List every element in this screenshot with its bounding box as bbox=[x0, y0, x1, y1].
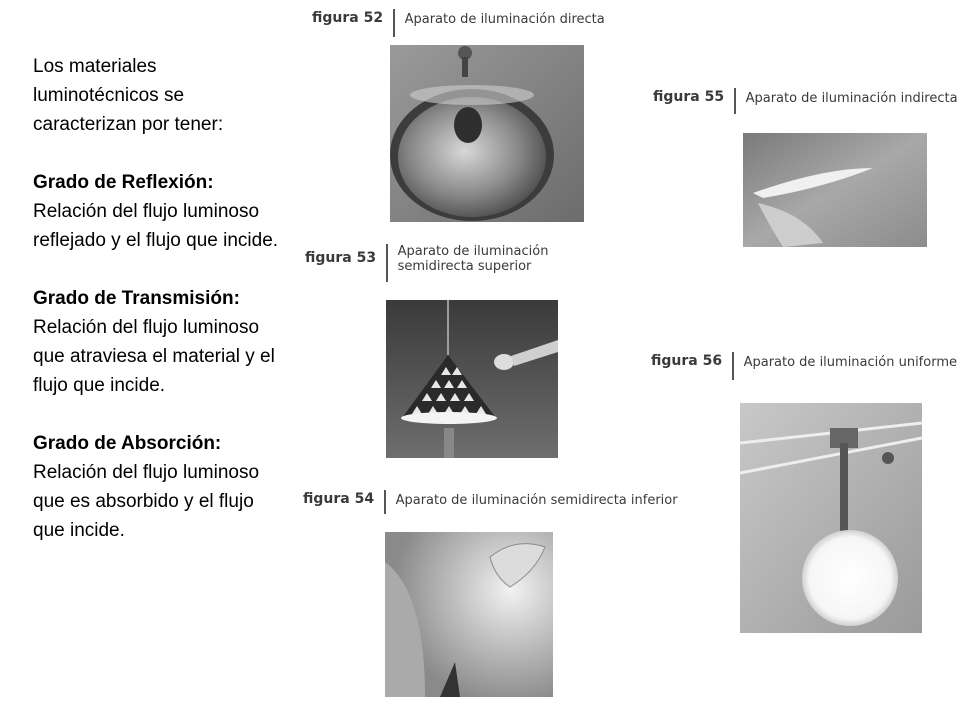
text-column bbox=[33, 52, 285, 574]
caption-divider bbox=[393, 9, 395, 37]
semidirect-lower-lamp-image bbox=[385, 532, 553, 697]
figure-title: Aparato de iluminación semidirecta superior bbox=[397, 244, 549, 274]
caption-divider bbox=[384, 490, 386, 514]
figure-54-photo bbox=[385, 532, 553, 697]
indirect-lamp-image bbox=[743, 133, 927, 247]
figure-53-caption bbox=[305, 244, 613, 282]
figure-55-photo bbox=[743, 133, 927, 247]
figure-52-caption bbox=[312, 9, 605, 37]
caption-divider bbox=[732, 352, 734, 380]
property-transmision bbox=[33, 284, 285, 400]
figure-number: figura 53 bbox=[305, 250, 377, 266]
figure-54-caption bbox=[303, 490, 678, 514]
property-absorcion bbox=[33, 429, 285, 545]
property-term: Grado de Absorción: bbox=[33, 433, 222, 454]
figure-title: Aparato de iluminación indirecta bbox=[745, 91, 958, 106]
figure-title: Aparato de iluminación uniforme bbox=[743, 355, 957, 370]
figure-56-caption bbox=[651, 352, 957, 380]
uniform-lamp-image bbox=[740, 403, 922, 633]
property-term: Grado de Transmisión: bbox=[33, 288, 240, 309]
figure-56-photo bbox=[740, 403, 922, 633]
direct-lamp-image bbox=[390, 45, 584, 222]
figure-number: figura 52 bbox=[312, 10, 384, 26]
figure-52-photo bbox=[390, 45, 584, 222]
property-term: Grado de Reflexión: bbox=[33, 172, 214, 193]
figure-title: Aparato de iluminación semidirecta inferior bbox=[395, 493, 678, 508]
figure-53-photo bbox=[386, 300, 558, 458]
property-desc: Relación del flujo luminoso que es absorbido y el flujo que incide. bbox=[33, 462, 260, 541]
figure-number: figura 54 bbox=[303, 491, 375, 507]
figure-number: figura 56 bbox=[651, 353, 723, 369]
property-reflexion bbox=[33, 168, 285, 255]
figure-title: Aparato de iluminación directa bbox=[404, 12, 605, 27]
caption-divider bbox=[734, 88, 736, 114]
semidirect-upper-lamp-image bbox=[386, 300, 558, 458]
figure-55-caption bbox=[653, 88, 958, 114]
figure-number: figura 55 bbox=[653, 89, 725, 105]
property-desc: Relación del flujo luminoso que atraviesa el material y el flujo que incide. bbox=[33, 317, 275, 396]
caption-divider bbox=[386, 244, 388, 282]
property-desc: Relación del flujo luminoso reflejado y el flujo que incide. bbox=[33, 201, 279, 251]
intro-paragraph: Los materiales luminotécnicos se caracterizan por tener: bbox=[33, 56, 224, 135]
